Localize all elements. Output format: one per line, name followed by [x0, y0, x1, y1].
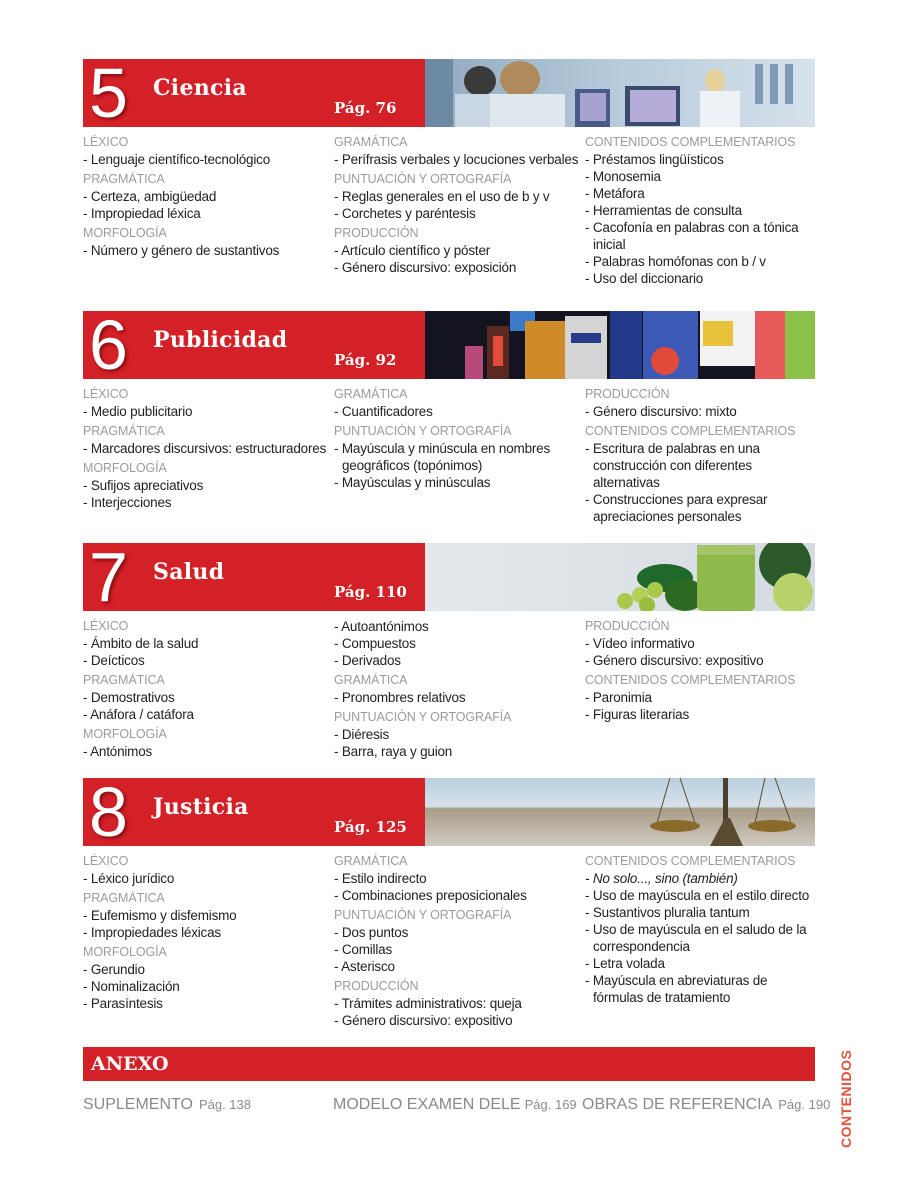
unit-title: Publicidad — [153, 327, 288, 353]
section-heading: MORFOLOGÍA — [83, 945, 167, 959]
content-item: - Certeza, ambigüedad — [83, 189, 217, 204]
content-item: - Trámites administrativos: queja — [334, 996, 522, 1011]
section-heading: PRODUCCIÓN — [334, 979, 419, 993]
anexo-title: ANEXO — [91, 1053, 169, 1075]
content-item: - Eufemismo y disfemismo — [83, 908, 237, 923]
unit-8 — [83, 773, 815, 1029]
content-item: - Construcciones para expresar apreciaciones personales — [585, 492, 768, 524]
anexo-link-suplemento[interactable] — [83, 1096, 251, 1114]
side-section-label: CONTENIDOS — [838, 1049, 854, 1148]
section-heading: PRODUCCIÓN — [334, 226, 419, 240]
section-heading: CONTENIDOS COMPLEMENTARIOS — [585, 854, 796, 868]
banner-red-block — [83, 538, 425, 616]
unit-banner[interactable] — [83, 54, 815, 132]
unit-contents — [83, 615, 815, 760]
content-item: - Sustantivos pluralia tantum — [585, 905, 750, 920]
column-2 — [334, 850, 585, 1029]
section-heading: PRODUCCIÓN — [585, 619, 670, 633]
content-item: - Diéresis — [334, 727, 390, 742]
unit-contents — [83, 131, 815, 287]
section-heading: MORFOLOGÍA — [83, 727, 167, 741]
unit-page[interactable]: Pág. 125 — [334, 818, 407, 836]
section-heading: PUNTUACIÓN Y ORTOGRAFÍA — [334, 710, 512, 724]
content-item: - Letra volada — [585, 956, 665, 971]
laboratory-scientists-photo — [425, 59, 815, 127]
column-2 — [334, 615, 585, 760]
content-item: - Asterisco — [334, 959, 395, 974]
unit-title: Justicia — [153, 794, 249, 820]
column-3 — [585, 615, 815, 760]
column-1 — [83, 131, 334, 287]
content-item: - Dos puntos — [334, 925, 409, 940]
column-2 — [334, 131, 585, 287]
anexo-banner — [83, 1047, 815, 1081]
anexo-link-name: OBRAS DE REFERENCIA — [582, 1096, 773, 1113]
section-heading: PUNTUACIÓN Y ORTOGRAFÍA — [334, 908, 512, 922]
section-heading: PRAGMÁTICA — [83, 673, 165, 687]
column-3 — [585, 850, 815, 1029]
unit-contents — [83, 383, 815, 525]
content-item: - Comillas — [334, 942, 393, 957]
content-item: - Gerundio — [83, 962, 145, 977]
justice-scales-photo — [425, 778, 815, 846]
content-item: - Demostrativos — [83, 690, 175, 705]
content-item: - Figuras literarias — [585, 707, 690, 722]
content-item: - Mayúsculas y minúsculas — [334, 475, 491, 490]
section-heading: LÉXICO — [83, 619, 129, 633]
section-heading: LÉXICO — [83, 135, 129, 149]
column-3 — [585, 131, 815, 287]
content-item: - Cacofonía en palabras con a tónica inicial — [585, 220, 799, 252]
content-item: - Impropiedades léxicas — [83, 925, 221, 940]
column-1 — [83, 615, 334, 760]
content-item: - Uso de mayúscula en el saludo de la correspondencia — [585, 922, 807, 954]
content-item: - Género discursivo: mixto — [585, 404, 737, 419]
unit-contents — [83, 850, 815, 1029]
content-item: - Herramientas de consulta — [585, 203, 742, 218]
anexo-link-page: Pág. 169 — [524, 1097, 577, 1112]
content-item: - Vídeo informativo — [585, 636, 695, 651]
unit-number: 6 — [89, 306, 126, 384]
section-heading: PRAGMÁTICA — [83, 891, 165, 905]
content-item: - Parasíntesis — [83, 996, 163, 1011]
content-item: - Combinaciones preposicionales — [334, 888, 527, 903]
content-item: - Corchetes y paréntesis — [334, 206, 476, 221]
section-heading: GRAMÁTICA — [334, 387, 408, 401]
anexo-link-page: Pág. 138 — [198, 1097, 251, 1112]
content-item: - Impropiedad léxica — [83, 206, 201, 221]
banner-red-block — [83, 773, 425, 851]
anexo-link-name: MODELO EXAMEN DELE — [333, 1096, 521, 1113]
banner-red-block — [83, 54, 425, 132]
unit-6 — [83, 306, 815, 525]
section-heading: PRODUCCIÓN — [585, 387, 670, 401]
unit-5 — [83, 54, 815, 287]
column-3 — [585, 383, 815, 525]
banner-red-block — [83, 306, 425, 384]
section-heading: MORFOLOGÍA — [83, 461, 167, 475]
unit-page[interactable]: Pág. 92 — [334, 351, 397, 369]
neon-advertising-signs-photo — [425, 311, 815, 379]
unit-number: 5 — [89, 54, 126, 132]
content-item: - Deícticos — [83, 653, 145, 668]
content-item: - Derivados — [334, 653, 401, 668]
content-item: - Antónimos — [83, 744, 153, 759]
unit-number: 7 — [89, 538, 126, 616]
content-item: - Autoantónimos — [334, 619, 429, 634]
content-item: - Monosemia — [585, 169, 661, 184]
content-item: - Palabras homófonas con b / v — [585, 254, 766, 269]
content-item: - Cuantificadores — [334, 404, 433, 419]
section-heading: CONTENIDOS COMPLEMENTARIOS — [585, 673, 796, 687]
content-item: - Género discursivo: exposición — [334, 260, 517, 275]
content-item: - Perífrasis verbales y locuciones verbales — [334, 152, 579, 167]
content-item: - Número y género de sustantivos — [83, 243, 280, 258]
unit-banner[interactable] — [83, 538, 815, 616]
section-heading: LÉXICO — [83, 387, 129, 401]
section-heading: PUNTUACIÓN Y ORTOGRAFÍA — [334, 424, 512, 438]
content-item: - Género discursivo: expositivo — [334, 1013, 513, 1028]
section-heading: MORFOLOGÍA — [83, 226, 167, 240]
content-item: - Metáfora — [585, 186, 645, 201]
section-heading: LÉXICO — [83, 854, 129, 868]
section-heading: CONTENIDOS COMPLEMENTARIOS — [585, 135, 796, 149]
content-item: - Ámbito de la salud — [83, 636, 199, 651]
column-1 — [83, 850, 334, 1029]
section-heading: GRAMÁTICA — [334, 673, 408, 687]
section-heading: GRAMÁTICA — [334, 854, 408, 868]
section-heading: GRAMÁTICA — [334, 135, 408, 149]
content-item: - Mayúscula en abreviaturas de fórmulas de tratamiento — [585, 973, 768, 1005]
anexo-link-page: Pág. 190 — [778, 1097, 831, 1112]
section-heading: PUNTUACIÓN Y ORTOGRAFÍA — [334, 172, 512, 186]
content-item: - Género discursivo: expositivo — [585, 653, 764, 668]
content-item: - Léxico jurídico — [83, 871, 175, 886]
unit-page[interactable]: Pág. 110 — [334, 583, 407, 601]
content-item: - Sufijos apreciativos — [83, 478, 204, 493]
content-item: - Uso de mayúscula en el estilo directo — [585, 888, 810, 903]
unit-banner[interactable] — [83, 306, 815, 384]
unit-title: Ciencia — [153, 75, 247, 101]
content-item: - Lenguaje científico-tecnológico — [83, 152, 271, 167]
content-item: - Mayúscula y minúscula en nombres geográficos (topónimos) — [334, 441, 551, 473]
content-item: - Artículo científico y póster — [334, 243, 491, 258]
unit-7 — [83, 538, 815, 760]
content-item: - Barra, raya y guion — [334, 744, 453, 759]
column-1 — [83, 383, 334, 525]
content-item: - Marcadores discursivos: estructuradores — [83, 441, 327, 456]
unit-number: 8 — [89, 773, 126, 851]
content-item: - Anáfora / catáfora — [83, 707, 194, 722]
content-item: - Medio publicitario — [83, 404, 193, 419]
anexo-link-name: SUPLEMENTO — [83, 1096, 193, 1113]
section-heading: PRAGMÁTICA — [83, 172, 165, 186]
content-item: - No solo..., sino (también) — [585, 871, 738, 886]
column-2 — [334, 383, 585, 525]
content-item: - Reglas generales en el uso de b y v — [334, 189, 550, 204]
unit-page[interactable]: Pág. 76 — [334, 99, 397, 117]
content-item: - Préstamos lingüísticos — [585, 152, 724, 167]
anexo-link-modelo-examen-dele[interactable] — [333, 1096, 577, 1114]
content-item: - Escritura de palabras en una construcción con diferentes alternativas — [585, 441, 760, 490]
anexo-links — [83, 1096, 831, 1118]
content-item: - Interjecciones — [83, 495, 172, 510]
section-heading: PRAGMÁTICA — [83, 424, 165, 438]
content-item: - Paronimia — [585, 690, 652, 705]
section-heading: CONTENIDOS COMPLEMENTARIOS — [585, 424, 796, 438]
anexo-link-obras-de-referencia[interactable] — [582, 1096, 830, 1114]
content-item: - Compuestos — [334, 636, 416, 651]
content-item: - Estilo indirecto — [334, 871, 427, 886]
content-item: - Nominalización — [83, 979, 180, 994]
unit-banner[interactable] — [83, 773, 815, 851]
green-smoothie-vegetables-photo — [425, 543, 815, 611]
content-item: - Pronombres relativos — [334, 690, 466, 705]
unit-title: Salud — [153, 559, 225, 585]
content-item: - Uso del diccionario — [585, 271, 704, 286]
